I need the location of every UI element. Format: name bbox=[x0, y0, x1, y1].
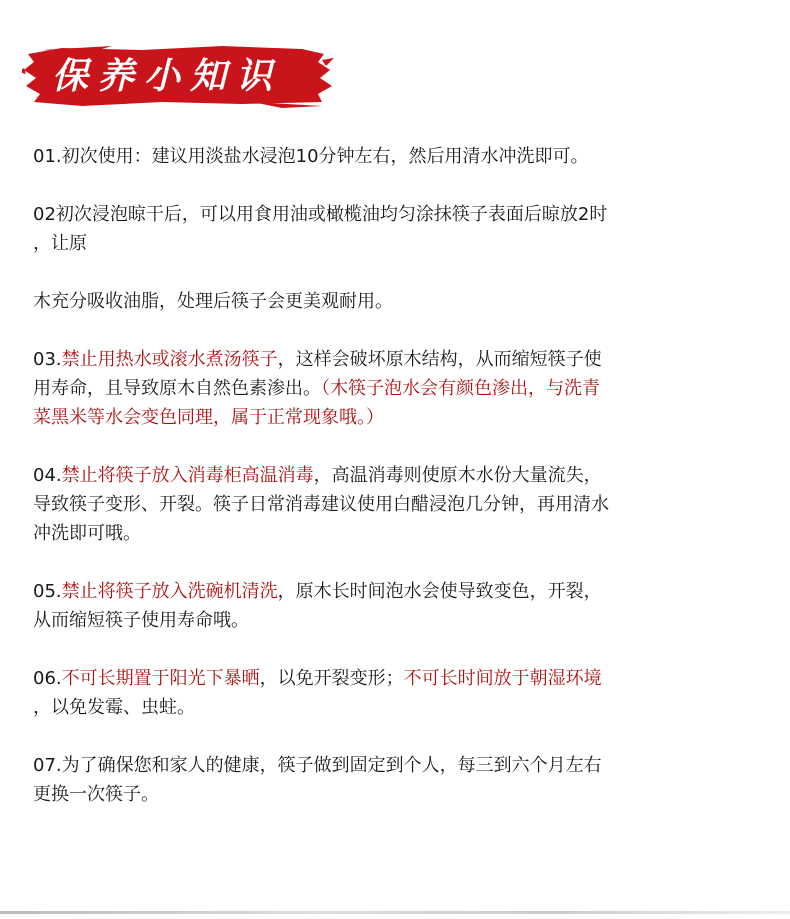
tip-03 bbox=[33, 345, 763, 432]
tip-05 bbox=[33, 577, 763, 635]
tip-05-text-1: ，原木长时间泡水会使导致变色，开裂， bbox=[277, 581, 602, 602]
tip-01: 01.初次使用：建议用淡盐水浸泡10分钟左右，然后用清水冲洗即可。 bbox=[33, 146, 589, 167]
banner-title: 保养小知识 bbox=[52, 55, 283, 97]
tip-04 bbox=[33, 461, 763, 548]
tip-03-note-2: 菜黑米等水会变色同理，属于正常现象哦。） bbox=[33, 407, 384, 428]
tip-02-line2: ，让原 bbox=[33, 233, 87, 254]
tip-02-line1: 02初次浸泡晾干后，可以用食用油或橄榄油均匀涂抹筷子表面后晾放2时 bbox=[33, 204, 608, 225]
tip-07-text-2: 更换一次筷子。 bbox=[33, 784, 159, 805]
tip-06-text-2: ，以免发霉、虫蛀。 bbox=[33, 697, 195, 718]
tip-06-warning-1: 不可长期置于阳光下暴晒 bbox=[61, 668, 260, 689]
bottom-divider bbox=[0, 911, 790, 914]
tip-04-text-2: 导致筷子变形、开裂。筷子日常消毒建议使用白醋浸泡几分钟，再用清水 bbox=[33, 494, 609, 515]
tip-05-number: 05. bbox=[33, 581, 62, 602]
tip-03-text-2: 用寿命，且导致原木自然色素渗出。 bbox=[33, 378, 321, 399]
tip-03-note-1: （木筷子泡水会有颜色渗出，与洗青 bbox=[321, 378, 600, 399]
tip-04-number: 04. bbox=[33, 465, 62, 486]
tip-06-warning-2: 不可长时间放于朝湿环境 bbox=[403, 668, 602, 689]
tip-07 bbox=[33, 751, 763, 809]
tip-03-warning: 禁止用热水或滚水煮汤筷子 bbox=[61, 349, 278, 370]
tip-03-number: 03. bbox=[33, 349, 62, 370]
tip-07-text-1: 07.为了确保您和家人的健康，筷子做到固定到个人，每三到六个月左右 bbox=[33, 755, 602, 776]
tip-04-text-1: ，高温消毒则使原木水份大量流失， bbox=[313, 465, 602, 486]
tip-04-text-3: 冲洗即可哦。 bbox=[33, 523, 141, 544]
tip-06-number: 06. bbox=[33, 668, 62, 689]
tip-02-line3: 木充分吸收油脂，处理后筷子会更美观耐用。 bbox=[33, 291, 393, 312]
care-tips-list bbox=[33, 142, 763, 809]
tip-04-warning: 禁止将筷子放入消毒柜高温消毒 bbox=[61, 465, 314, 486]
section-banner bbox=[22, 40, 334, 110]
tip-05-warning: 禁止将筷子放入洗碗机清洗 bbox=[61, 581, 278, 602]
tip-06-mid: ，以免开裂变形； bbox=[259, 668, 404, 689]
tip-06 bbox=[33, 664, 763, 722]
tip-05-text-2: 从而缩短筷子使用寿命哦。 bbox=[33, 610, 249, 631]
tip-03-text-1: ，这样会破坏原木结构，从而缩短筷子使 bbox=[277, 349, 602, 370]
